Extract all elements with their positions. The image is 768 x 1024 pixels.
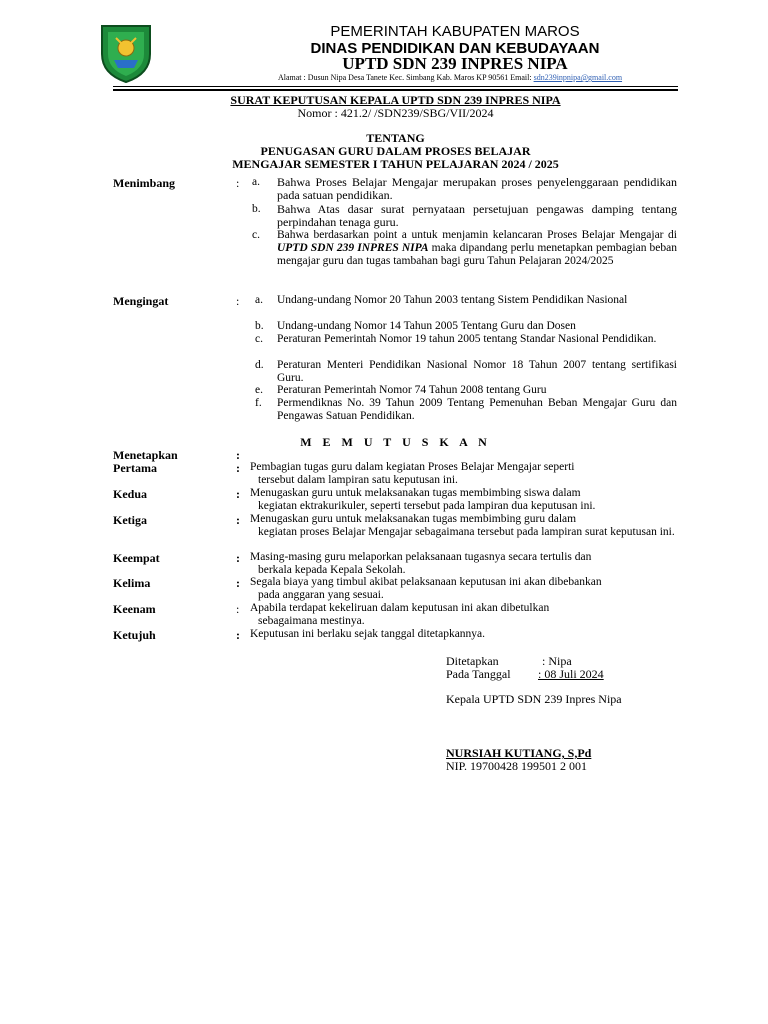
decision-text-ketujuh [250, 628, 677, 641]
tanggal-row [446, 667, 622, 682]
menimbang-letter-a: a. [252, 176, 260, 188]
mengingat-label: Mengingat [113, 294, 169, 308]
decision-continuation: berkala kepada Kepala Sekolah. [258, 564, 406, 576]
mengingat-letter-e: e. [255, 384, 263, 396]
decision-label-keempat: Keempat [113, 551, 160, 565]
decision-text-keempat [250, 551, 677, 577]
letterhead-rule-thin [113, 86, 678, 87]
decision-text-kelima [250, 576, 677, 602]
letterhead-rule-thick [113, 89, 678, 91]
mengingat-item-c: Peraturan Pemerintah Nomor 19 tahun 2005 tentang Standar Nasional Pendidikan. [277, 333, 657, 345]
mengingat-item-d: Peraturan Menteri Pendidikan Nasional Nomor 18 Tahun 2007 tentang sertifikasi Guru. [277, 359, 677, 384]
decree-tentang: TENTANG [366, 131, 425, 145]
email-link[interactable]: sdn239inpnipa@gmail.com [533, 73, 623, 82]
decision-line1: Pembagian tugas guru dalam kegiatan Proses Belajar Mengajar seperti [250, 461, 575, 473]
mengingat-item-a: Undang-undang Nomor 20 Tahun 2003 tentang Sistem Pendidikan Nasional [277, 294, 628, 306]
decision-text-ketiga [250, 513, 677, 539]
ditetapkan-value: : Nipa [542, 654, 572, 668]
decision-colon-ketujuh: : [236, 628, 240, 642]
decision-continuation: tersebut dalam lampiran satu keputusan ini. [258, 474, 458, 486]
ditetapkan-label: Ditetapkan [446, 654, 499, 668]
decision-text-pertama [250, 461, 677, 487]
memutuskan-heading: M E M U T U S K A N [300, 435, 491, 449]
letterhead-line-department: DINAS PENDIDIKAN DAN KEBUDAYAAN [310, 40, 600, 57]
mengingat-letter-b: b. [255, 320, 264, 332]
menimbang-item-c-before: Bahwa berdasarkan point a untuk menjamin kelancaran Proses Belajar Mengajar di [277, 229, 677, 241]
decree-subject-line-1: PENUGASAN GURU DALAM PROSES BELAJAR [260, 144, 531, 158]
decision-colon-kedua: : [236, 487, 240, 501]
decision-line1: Menugaskan guru untuk melaksanakan tugas membimbing guru dalam [250, 513, 577, 525]
signatory-nip: NIP. 19700428 199501 2 001 [446, 759, 588, 773]
decision-label-menetapkan: Menetapkan [113, 448, 178, 462]
letterhead-address [150, 73, 750, 82]
letterhead-line-government: PEMERINTAH KABUPATEN MAROS [330, 23, 580, 40]
menimbang-letter-b: b. [252, 203, 261, 215]
mengingat-letter-f: f. [255, 397, 262, 409]
menimbang-colon: : [236, 176, 240, 190]
decision-continuation: pada anggaran yang sesuai. [258, 589, 384, 601]
decision-colon-keempat: : [236, 551, 240, 565]
menimbang-label: Menimbang [113, 176, 176, 190]
menimbang-item-a: Bahwa Proses Belajar Mengajar merupakan proses penyelenggaraan pendidikan pada satuan pendidikan. [277, 175, 677, 202]
decision-label-keenam: Keenam [113, 602, 156, 616]
decision-label-ketujuh: Ketujuh [113, 628, 156, 642]
tanggal-value: : 08 Juli 2024 [538, 667, 604, 681]
decision-text-kedua [250, 487, 677, 513]
decision-line1: Masing-masing guru melaporkan pelaksanaan tugasnya secara tertulis dan [250, 551, 592, 563]
decision-colon-keenam: : [236, 602, 240, 616]
decision-text-keenam [250, 602, 677, 628]
kabupaten-maros-crest-icon [96, 20, 156, 84]
decision-continuation: sebagaimana mestinya. [258, 615, 365, 627]
menimbang-item-c-after: maka dipandang perlu menetapkan pembagian beban mengajar guru dan tugas tambahan bagi guru Tahun Pelajaran 2024/2025 [277, 242, 677, 267]
menimbang-item-c [277, 229, 677, 268]
signatory-name: NURSIAH KUTIANG, S,Pd [446, 746, 592, 760]
decree-subject-line-2: MENGAJAR SEMESTER I TAHUN PELAJARAN 2024 / 2025 [232, 157, 559, 171]
decision-line1: Segala biaya yang timbul akibat pelaksanaan keputusan ini akan dibebankan [250, 576, 602, 588]
mengingat-letter-d: d. [255, 359, 264, 371]
decision-continuation: kegiatan proses Belajar Mengajar sebagaimana tersebut pada lampiran surat keputusan ini. [258, 526, 675, 538]
decision-colon-ketiga: : [236, 513, 240, 527]
mengingat-item-f: Permendiknas No. 39 Tahun 2009 Tentang Pemenuhan Beban Mengajar Guru dan Pengawas Satuan Pendidikan. [277, 397, 677, 422]
menimbang-item-b: Bahwa Atas dasar surat pernyataan persetujuan pengawas damping tentang perpindahan tenaga guru. [277, 202, 677, 229]
decree-number: Nomor : 421.2/ /SDN239/SBG/VII/2024 [297, 106, 494, 120]
decision-line1: Keputusan ini berlaku sejak tanggal ditetapkannya. [250, 628, 486, 640]
decision-label-pertama: Pertama [113, 461, 157, 475]
menimbang-letter-c: c. [252, 229, 260, 241]
decision-continuation: kegiatan ektrakurikuler, seperti tersebut pada lampiran dua keputusan ini. [258, 500, 596, 512]
decision-line1: Menugaskan guru untuk melaksanakan tugas membimbing siswa dalam [250, 487, 581, 499]
decision-line1: Apabila terdapat kekeliruan dalam keputusan ini akan dibetulkan [250, 602, 550, 614]
mengingat-letter-c: c. [255, 333, 263, 345]
menimbang-item-c-school: UPTD SDN 239 INPRES NIPA [277, 242, 429, 254]
decision-colon-pertama: : [236, 461, 240, 475]
decision-colon-menetapkan: : [236, 448, 240, 462]
signatory-position: Kepala UPTD SDN 239 Inpres Nipa [446, 692, 622, 706]
mengingat-colon: : [236, 294, 240, 308]
letterhead-line-school: UPTD SDN 239 INPRES NIPA [342, 54, 568, 73]
mengingat-letter-a: a. [255, 294, 263, 306]
tanggal-label: Pada Tanggal [446, 667, 511, 681]
decision-label-ketiga: Ketiga [113, 513, 147, 527]
decree-title: SURAT KEPUTUSAN KEPALA UPTD SDN 239 INPRES NIPA [230, 93, 561, 107]
mengingat-item-e: Peraturan Pemerintah Nomor 74 Tahun 2008 tentang Guru [277, 384, 547, 396]
decision-colon-kelima: : [236, 576, 240, 590]
decision-label-kelima: Kelima [113, 576, 151, 590]
decision-label-kedua: Kedua [113, 487, 148, 501]
mengingat-item-b: Undang-undang Nomor 14 Tahun 2005 Tentang Guru dan Dosen [277, 320, 576, 332]
address-text: Alamat : Dusun Nipa Desa Tanete Kec. Simbang Kab. Maros KP 90561 Email: [277, 73, 532, 82]
